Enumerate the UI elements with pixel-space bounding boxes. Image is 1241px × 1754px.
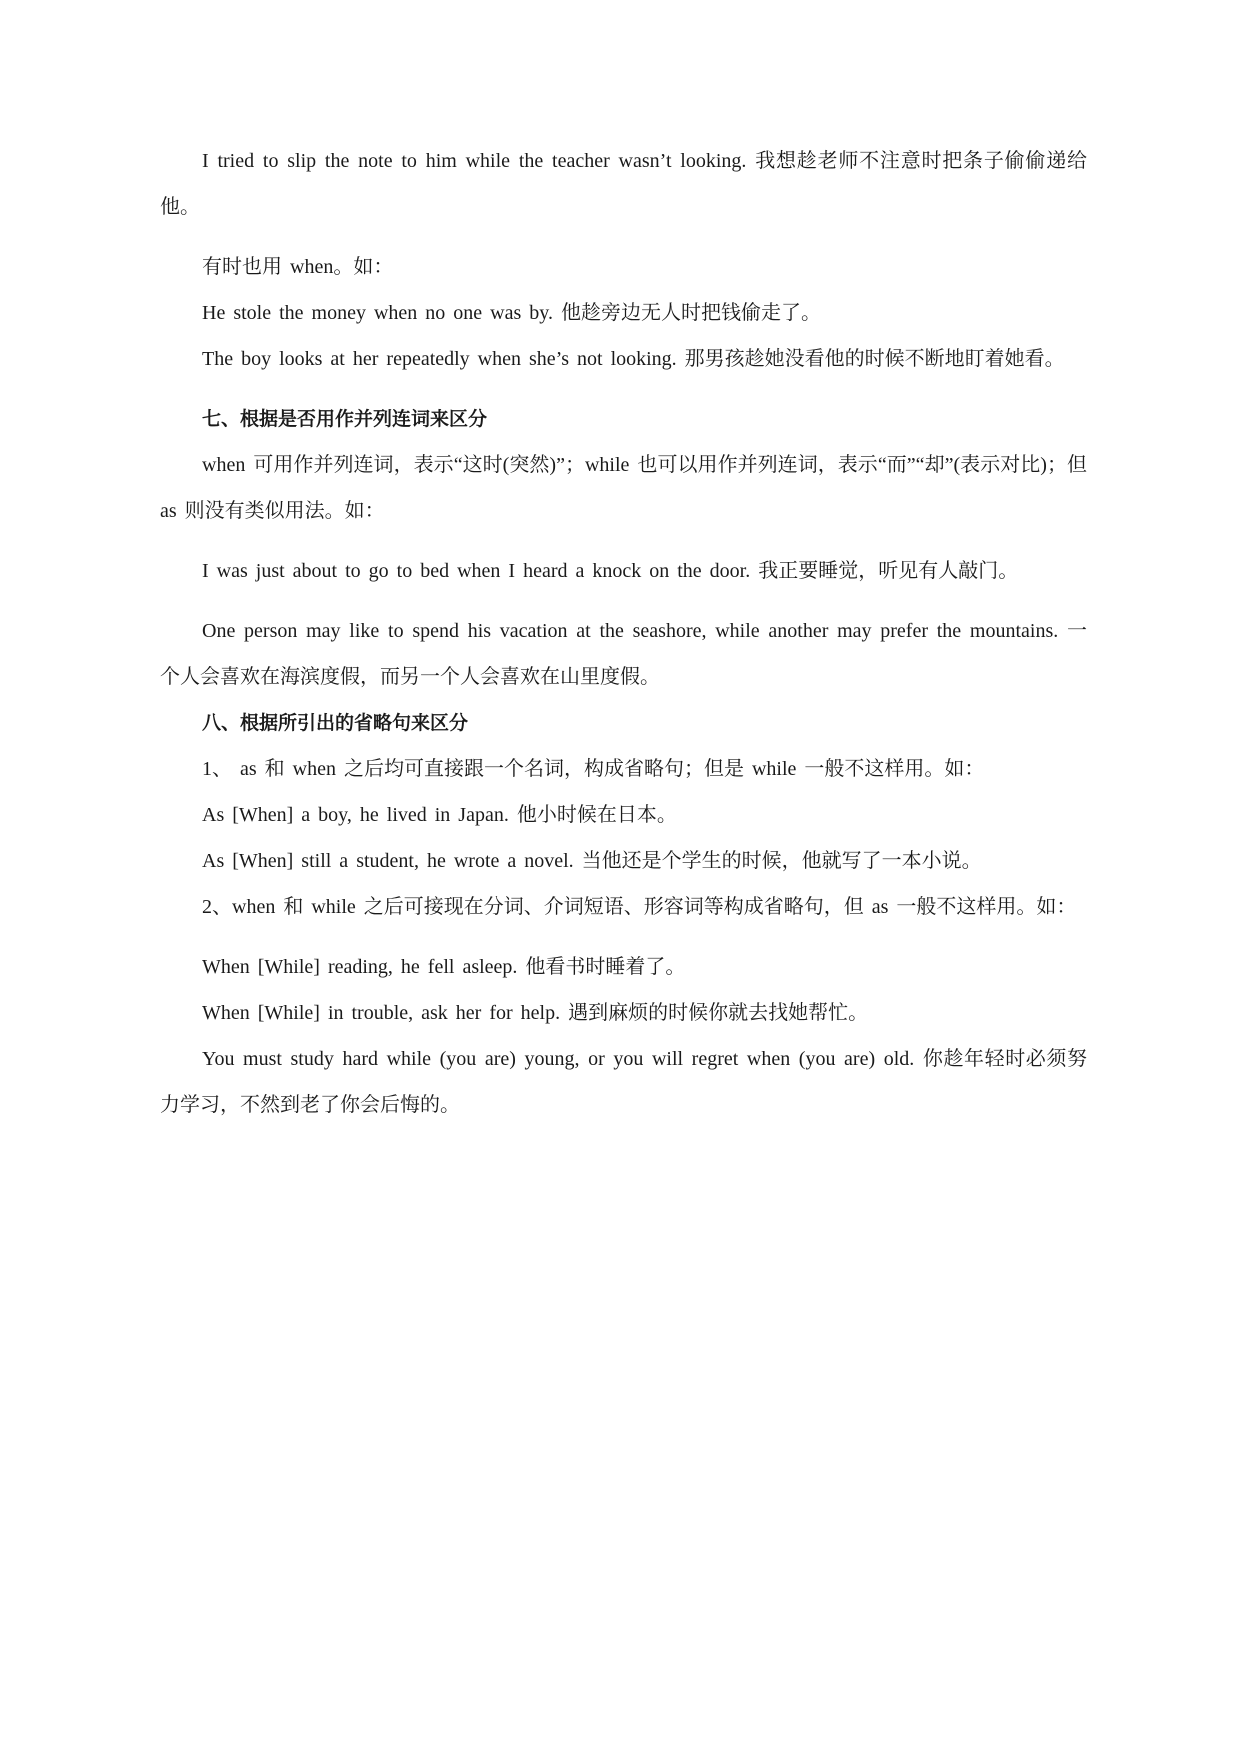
example-paragraph: The boy looks at her repeatedly when she’s not looking. 那男孩趁她没看他的时候不断地盯着她看。 <box>202 348 1065 370</box>
body-paragraph: 有时也用 when。如： <box>202 256 394 278</box>
body-paragraph: 1、 as 和 when 之后均可直接跟一个名词，构成省略句；但是 while 一般不这样用。如： <box>202 758 985 780</box>
example-paragraph: When [While] reading, he fell asleep. 他看书时睡着了。 <box>202 956 686 978</box>
section-heading: 八、根据所引出的省略句来区分 <box>202 712 469 734</box>
example-paragraph: I was just about to go to bed when I heard a knock on the door. 我正要睡觉，听见有人敲门。 <box>202 560 1019 582</box>
example-paragraph: One person may like to spend his vacation at the seashore, while another may prefer the mountains. 一个人会喜欢在海滨度假，而另一个人会喜欢在山里度假。 <box>160 620 1087 688</box>
example-paragraph: When [While] in trouble, ask her for help. 遇到麻烦的时候你就去找她帮忙。 <box>202 1002 869 1024</box>
example-paragraph: He stole the money when no one was by. 他趁旁边无人时把钱偷走了。 <box>202 302 821 324</box>
document-page <box>160 138 1087 1142</box>
example-paragraph: As [When] a boy, he lived in Japan. 他小时候在日本。 <box>202 804 677 826</box>
section-heading: 七、根据是否用作并列连词来区分 <box>202 408 488 430</box>
body-paragraph: when 可用作并列连词，表示“这时(突然)”；while 也可以用作并列连词，表示“而”“却”(表示对比)；但 as 则没有类似用法。如： <box>160 454 1087 522</box>
example-paragraph: You must study hard while (you are) young, or you will regret when (you are) old. 你趁年轻时必须努力学习，不然到老了你会后悔的。 <box>160 1048 1087 1116</box>
example-paragraph: As [When] still a student, he wrote a novel. 当他还是个学生的时候，他就写了一本小说。 <box>202 850 982 872</box>
body-paragraph: 2、when 和 while 之后可接现在分词、介词短语、形容词等构成省略句，但 as 一般不这样用。如： <box>202 896 1077 918</box>
example-paragraph: I tried to slip the note to him while the teacher wasn’t looking. 我想趁老师不注意时把条子偷偷递给他。 <box>160 150 1087 218</box>
